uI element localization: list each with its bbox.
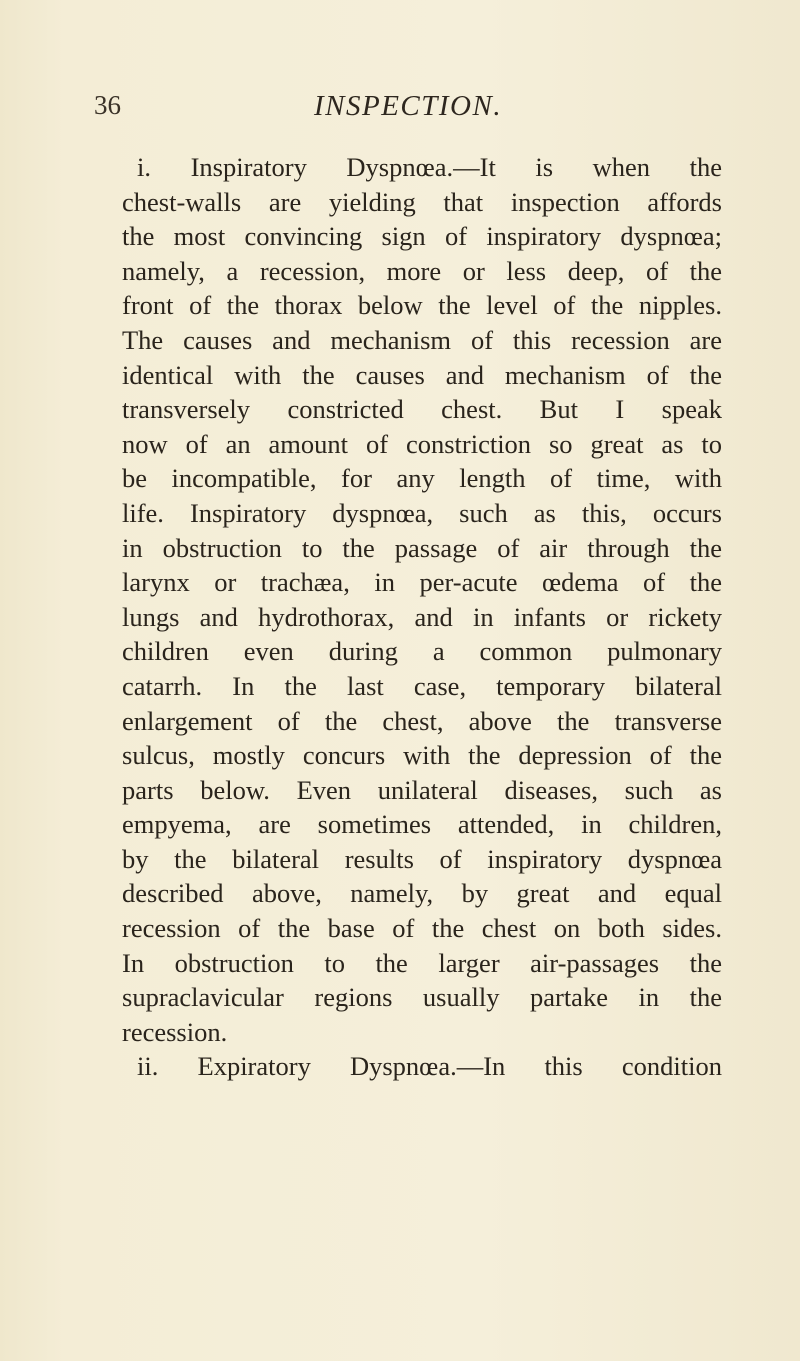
text-line: be incompatible, for any length of time, with [122,463,722,494]
text-line: now of an amount of constriction so great as to [122,428,722,459]
text-line-inspiratory-heading: i. Inspiratory Dyspnœa.—It is when the [137,152,722,182]
body-text [122,150,722,1084]
text-line: enlargement of the chest, above the transverse [122,705,722,736]
page-number: 36 [94,90,121,120]
text-line: chest-walls are yielding that inspection affords [122,186,722,217]
text-line: In obstruction to the larger air-passages the [122,947,722,978]
running-head: INSPECTION. [314,90,503,122]
text-line: sulcus, mostly concurs with the depression of the [122,740,722,771]
text-line: empyema, are sometimes attended, in children, [122,809,722,840]
text-line: front of the thorax below the level of the nipples. [122,290,722,321]
text-line: described above, namely, by great and equal [122,878,722,909]
text-line: supraclavicular regions usually partake in the [122,982,722,1013]
text-line: larynx or trachæa, in per-acute œdema of the [122,567,722,598]
text-line-expiratory-heading: ii. Expiratory Dyspnœa.—In this condition [137,1051,722,1082]
text-line: identical with the causes and mechanism of the [122,359,722,390]
text-line: catarrh. In the last case, temporary bilateral [122,670,722,701]
text-line: parts below. Even unilateral diseases, such as [122,774,722,805]
text-line: The causes and mechanism of this recession are [122,324,722,355]
text-line: in obstruction to the passage of air through the [122,532,722,563]
text-line: the most convincing sign of inspiratory dyspnœa; [122,221,722,252]
text-line: children even during a common pulmonary [122,636,722,667]
text-line: recession of the base of the chest on both sides. [122,913,722,944]
text-line: life. Inspiratory dyspnœa, such as this, occurs [122,497,722,528]
text-line: namely, a recession, more or less deep, of the [122,255,722,286]
page-header [0,90,800,130]
text-line: recession. [122,1016,228,1047]
text-line: lungs and hydrothorax, and in infants or rickety [122,601,722,632]
text-line: transversely constricted chest. But I speak [122,394,722,425]
text-line: by the bilateral results of inspiratory dyspnœa [122,843,722,874]
